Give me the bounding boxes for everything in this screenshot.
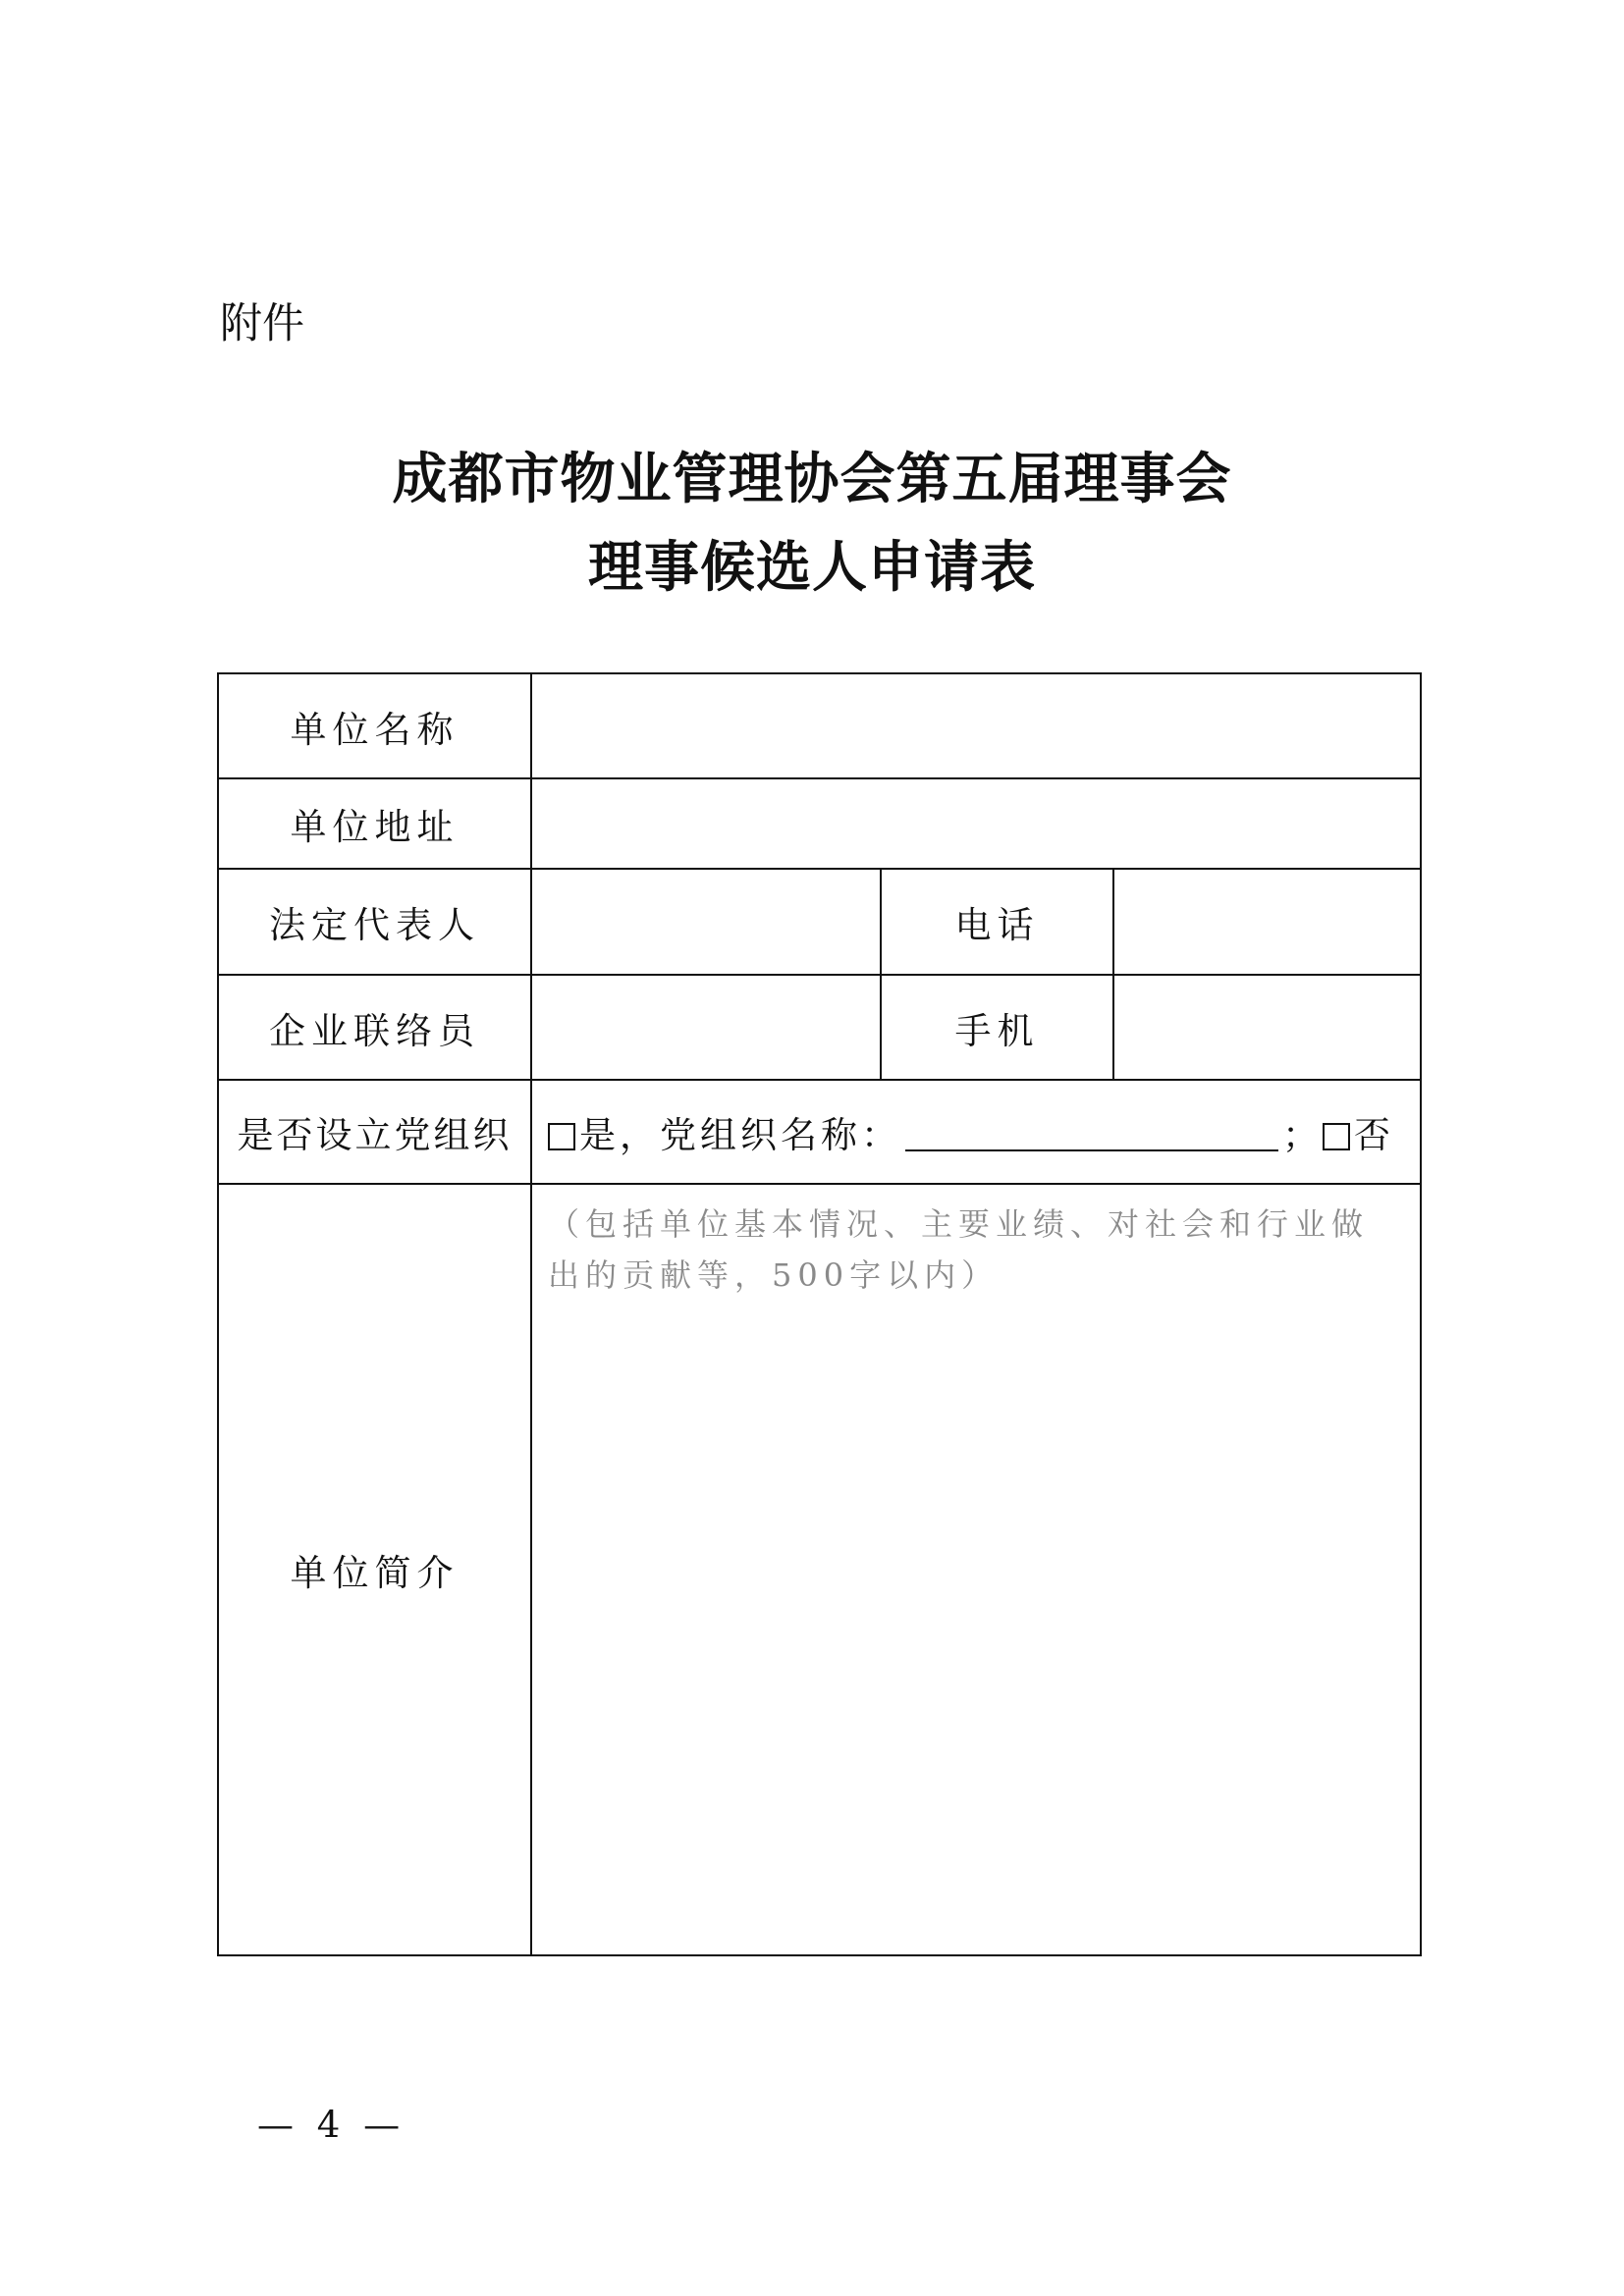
mobile-field[interactable] xyxy=(1113,975,1421,1080)
phone-label: 电话 xyxy=(881,869,1113,975)
mobile-label: 手机 xyxy=(881,975,1113,1080)
row-unit-intro xyxy=(218,1184,1421,1955)
unit-intro-label: 单位简介 xyxy=(218,1184,531,1955)
row-unit-name xyxy=(218,673,1421,778)
legal-rep-label: 法定代表人 xyxy=(218,869,531,975)
phone-field[interactable] xyxy=(1113,869,1421,975)
party-org-name-field[interactable] xyxy=(905,1120,1278,1151)
row-legal-rep xyxy=(218,869,1421,975)
unit-address-field[interactable] xyxy=(531,778,1421,869)
row-party-org xyxy=(218,1080,1421,1184)
party-org-label: 是否设立党组织 xyxy=(218,1080,531,1184)
party-yes-checkbox[interactable] xyxy=(548,1123,575,1150)
legal-rep-field[interactable] xyxy=(531,869,881,975)
party-no-text: 否 xyxy=(1354,1114,1394,1156)
page-number: — 4 — xyxy=(257,2104,406,2146)
application-form-table xyxy=(217,672,1422,1956)
attachment-label: 附件 xyxy=(220,299,304,348)
row-unit-address xyxy=(218,778,1421,869)
unit-name-label: 单位名称 xyxy=(218,673,531,778)
unit-name-field[interactable] xyxy=(531,673,1421,778)
party-yes-text: 是，党组织名称： xyxy=(579,1114,901,1156)
party-no-checkbox[interactable] xyxy=(1323,1123,1350,1150)
unit-address-label: 单位地址 xyxy=(218,778,531,869)
document-title-line1: 成都市物业管理协会第五届理事会 xyxy=(392,447,1232,511)
unit-intro-field[interactable] xyxy=(531,1184,1421,1955)
contact-label: 企业联络员 xyxy=(218,975,531,1080)
document-title-line2: 理事候选人申请表 xyxy=(588,535,1036,600)
contact-field[interactable] xyxy=(531,975,881,1080)
party-separator: ； xyxy=(1282,1114,1323,1156)
unit-intro-hint: （包括单位基本情况、主要业绩、对社会和行业做出的贡献等，500字以内） xyxy=(548,1205,1370,1294)
row-contact xyxy=(218,975,1421,1080)
party-org-options xyxy=(531,1080,1421,1184)
